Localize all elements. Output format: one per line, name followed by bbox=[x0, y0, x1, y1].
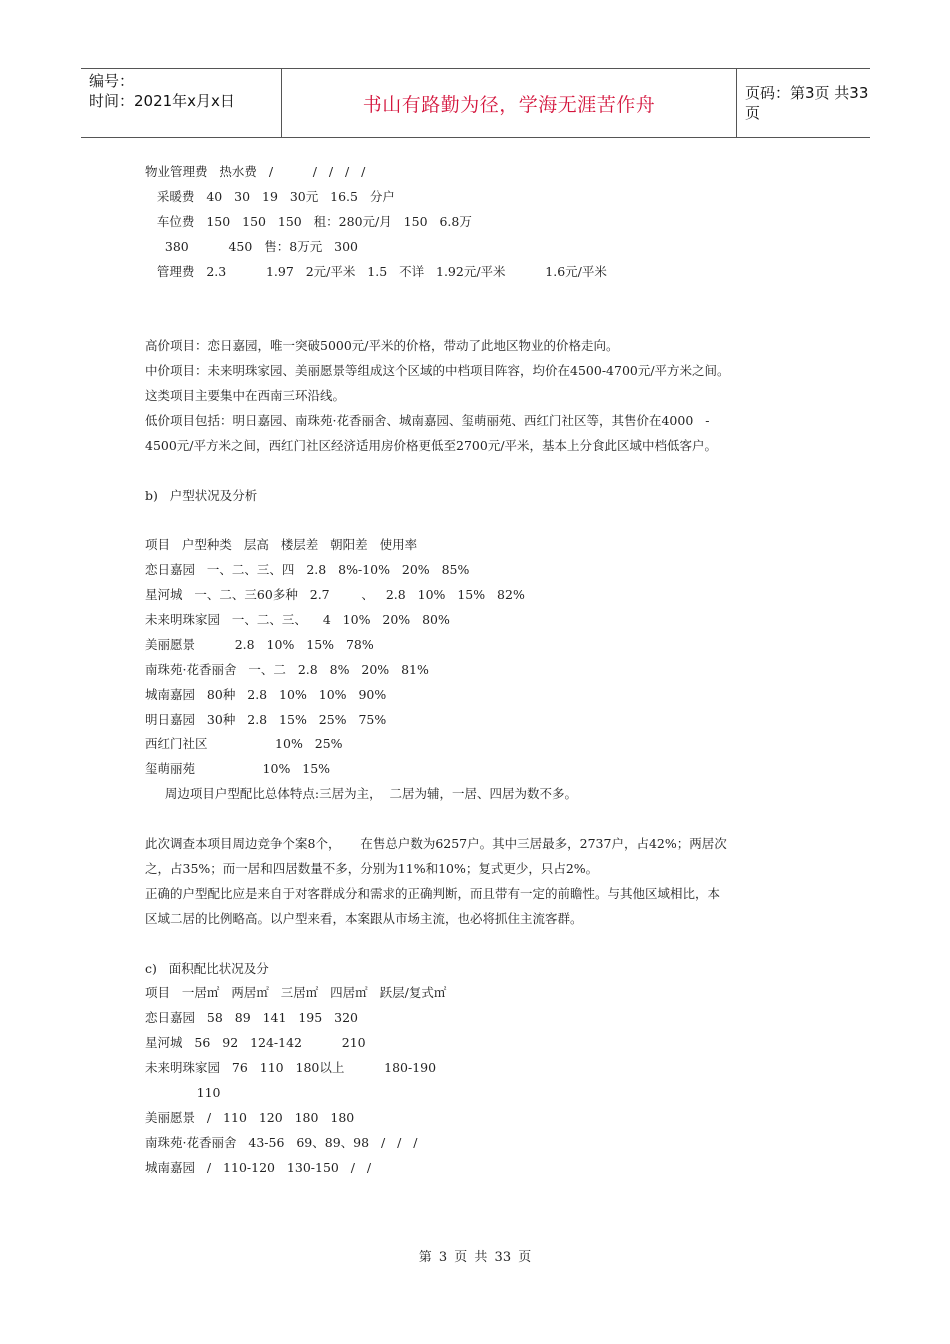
text-line: c) 面积配比状况及分 bbox=[145, 960, 269, 976]
text-line: 恋日嘉园 58 89 141 195 320 bbox=[145, 1010, 358, 1026]
text-line: 星河城 56 92 124-142 210 bbox=[145, 1035, 366, 1051]
text-line: 南珠苑·花香丽舍 43-56 69、89、98 / / / bbox=[145, 1134, 418, 1150]
text-line: b) 户型状况及分析 bbox=[145, 487, 258, 503]
blank-line bbox=[145, 807, 815, 832]
document-number-label: 编号： bbox=[89, 72, 135, 90]
text-line: 采暖费 40 30 19 30元 16.5 分户 bbox=[145, 188, 395, 204]
text-line: 南珠苑·花香丽舍 一、二 2.8 8% 20% 81% bbox=[145, 661, 429, 677]
text-line: 物业管理费 热水费 / / / / / bbox=[145, 164, 366, 179]
blank-line bbox=[145, 309, 815, 334]
header-motto-cell bbox=[282, 69, 737, 137]
text-line: 西红门社区 10% 25% bbox=[145, 736, 343, 752]
text-line: 正确的户型配比应是来自于对客群成分和需求的正确判断，而且带有一定的前瞻性。与其他区域相比，本 bbox=[145, 885, 721, 901]
text-line: 110 bbox=[145, 1084, 221, 1100]
header-page-number: 页码：第3页 共33页 bbox=[745, 84, 869, 122]
text-line: 项目 户型种类 层高 楼层差 朝阳差 使用率 bbox=[145, 537, 418, 553]
page-footer: 第 3 页 共 33 页 bbox=[418, 1250, 532, 1265]
text-line: 周边项目户型配比总体特点:三居为主， 二居为辅，一居、四居为数不多。 bbox=[145, 786, 578, 802]
text-line: 恋日嘉园 一、二、三、四 2.8 8%-10% 20% 85% bbox=[145, 562, 470, 578]
blank-line bbox=[145, 932, 815, 957]
text-line: 未来明珠家园 76 110 180以上 180-190 bbox=[145, 1060, 437, 1076]
text-line: 之，占35%；而一居和四居数量不多，分别为11%和10%；复式更少，只占2%。 bbox=[145, 860, 599, 876]
header-page-cell bbox=[737, 69, 870, 137]
text-line: 此次调查本项目周边竞争个案8个， 在售总户数为6257户。其中三居最多，2737户，占42%；两居次 bbox=[145, 836, 727, 852]
document-body bbox=[145, 160, 815, 1181]
document-date-label: 时间：2021年x月x日 bbox=[89, 92, 235, 110]
text-line: 城南嘉园 / 110-120 130-150 / / bbox=[145, 1159, 372, 1175]
text-line: 区域二居的比例略高。以户型来看，本案跟从市场主流，也必将抓住主流客群。 bbox=[145, 910, 583, 926]
text-line: 美丽愿景 / 110 120 180 180 bbox=[145, 1109, 355, 1125]
text-line: 未来明珠家园 一、二、三、 4 10% 20% 80% bbox=[145, 612, 450, 628]
text-line: 项目 一居㎡ 两居㎡ 三居㎡ 四居㎡ 跃层/复式㎡ bbox=[145, 985, 447, 1001]
blank-line bbox=[145, 508, 815, 533]
text-line: 380 450 售：8万元 300 bbox=[145, 238, 358, 254]
text-line: 星河城 一、二、三60多种 2.7 、 2.8 10% 15% 82% bbox=[145, 587, 525, 603]
text-line: 4500元/平方米之间，西红门社区经济适用房价格更低至2700元/平米，基本上分食此区域中档低客户。 bbox=[145, 437, 718, 453]
header-motto: 书山有路勤为径，学海无涯苦作舟 bbox=[362, 93, 656, 116]
blank-line bbox=[145, 459, 815, 484]
text-line: 管理费 2.3 1.97 2元/平米 1.5 不详 1.92元/平米 1.6元/平米 bbox=[145, 263, 607, 279]
text-line: 城南嘉园 80种 2.8 10% 10% 90% bbox=[145, 686, 387, 702]
text-line: 低价项目包括：明日嘉园、南珠苑·花香丽舍、城南嘉园、玺萌丽苑、西红门社区等，其售价在4000 - bbox=[145, 412, 710, 428]
text-line: 高价项目：恋日嘉园，唯一突破5000元/平米的价格，带动了此地区物业的价格走向。 bbox=[145, 338, 619, 354]
text-line: 车位费 150 150 150 租：280元/月 150 6.8万 bbox=[145, 213, 472, 229]
text-line: 明日嘉园 30种 2.8 15% 25% 75% bbox=[145, 711, 387, 727]
header-meta-cell bbox=[81, 69, 282, 137]
blank-line bbox=[145, 284, 815, 309]
text-line: 玺萌丽苑 10% 15% bbox=[145, 761, 331, 777]
text-line: 中价项目：未来明珠家园、美丽愿景等组成这个区域的中档项目阵容，均价在4500-4700元/平方米之间。 bbox=[145, 363, 730, 379]
text-line: 美丽愿景 2.8 10% 15% 78% bbox=[145, 636, 374, 652]
page-header bbox=[81, 68, 870, 138]
text-line: 这类项目主要集中在西南三环沿线。 bbox=[145, 388, 346, 404]
